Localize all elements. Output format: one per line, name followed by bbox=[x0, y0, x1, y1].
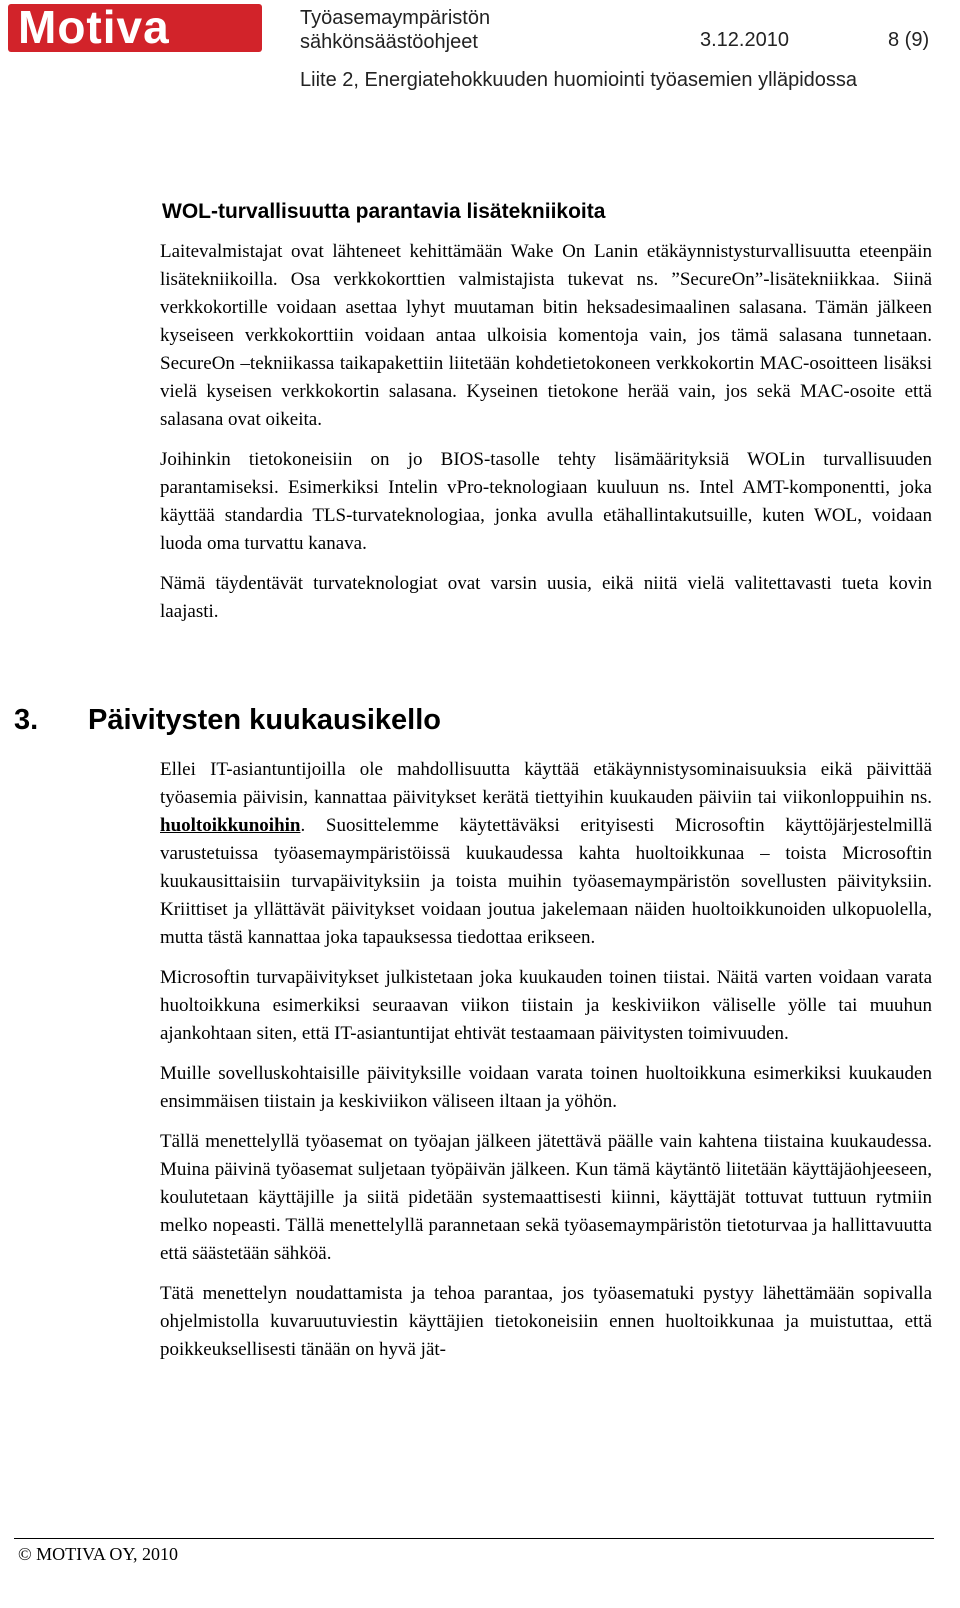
section3-paragraph-1 bbox=[160, 756, 932, 952]
logo-text: Motiva bbox=[18, 4, 170, 52]
p1-text-after: . Suosittelemme käytettäväksi erityisesti Microsoftin käyttöjärjestelmillä varustetuissa työasemaympäristöissä kuukaudessa kahta huoltoikkunaa – toista Microsoftin kuukausittaisiin turvapäivityksiin ja toista muihin työasemaympäristön sovellusten päivityksiin. Kriittiset ja yllättävät päivitykset voidaan joutua jakelemaan näiden huoltoikkunoiden ulkopuolella, mutta tästä kannattaa joka tapauksessa tiedottaa erikseen. bbox=[160, 815, 932, 948]
section3-paragraph-4: Tällä menettelyllä työasemat on työajan jälkeen jätettävä päälle vain kahtena tiistaina kuukaudessa. Muina päivinä työasemat suljetaan työpäivän jälkeen. Kun tämä käytäntö liitetään käyttäjäohjeeseen, koulutetaan käyttäjille ja siitä pidetään systemaattisesti kiinni, käyttäjät tottuvat tuttuun rytmiin melko nopeasti. Tällä menettelyllä parannetaan sekä työasemaympäristön tietoturvaa ja hallittavuutta että säästetään sähköä. bbox=[160, 1131, 932, 1264]
footer-copyright: © MOTIVA OY, 2010 bbox=[18, 1544, 179, 1564]
document-title: Työasemaympäristön sähkönsäästöohjeet bbox=[300, 7, 491, 53]
section3-paragraph-2: Microsoftin turvapäivitykset julkistetaan joka kuukauden toinen tiistai. Näitä varten voidaan varata huoltoikkuna esimerkiksi seuraavan viikon tiistain ja keskiviikon väliselle yölle tai muuhun ajankohtaan siten, että IT-asiantuntijat ehtivät testaamaan päivitysten toimivuuden. bbox=[160, 967, 932, 1044]
document-subtitle: Liite 2, Energiatehokkuuden huomiointi työasemien ylläpidossa bbox=[300, 69, 858, 91]
wol-paragraph-1: Laitevalmistajat ovat lähteneet kehittämään Wake On Lanin etäkäynnistysturvallisuutta eteenpäin lisätekniikoilla. Osa verkkokorttien valmistajista tukevat ns. ”SecureOn”-lisätekniikkaa. Siinä verkkokortille voidaan asettaa lyhyt muutaman bitin heksadesimaalinen salasana. Tämän jälkeen kyseiseen verkkokorttiin voidaan antaa ulkoisia komentoja vain, jos tämä salasana tunnetaan. SecureOn –tekniikassa taikapakettiin liitetään kohdetietokoneen verkkokortin MAC-osoitteen lisäksi vielä kyseisen verkkokortin salasana. Kyseinen tietokone herää vain, jos sekä MAC-osoite että salasana ovat oikeita. bbox=[160, 241, 932, 430]
wol-heading: WOL-turvallisuutta parantavia lisätekniikoita bbox=[162, 200, 606, 223]
section-title: Päivitysten kuukausikello bbox=[88, 704, 441, 736]
huoltoikkunoihin-link[interactable]: huoltoikkunoihin bbox=[160, 815, 301, 836]
motiva-logo bbox=[8, 4, 262, 52]
wol-paragraph-3: Nämä täydentävät turvateknologiat ovat varsin uusia, eikä niitä vielä valitettavasti tueta kovin laajasti. bbox=[160, 573, 932, 622]
page-number: 8 (9) bbox=[888, 29, 930, 51]
section-number: 3. bbox=[14, 704, 39, 736]
section3-body bbox=[160, 756, 932, 1376]
p1-text-before: Ellei IT-asiantuntijoilla ole mahdollisuutta käyttää etäkäynnistysominaisuuksia eikä päivittää työasemia päivisin, kannattaa päivitykset kerätä tiettyihin kuukauden päiviin tai viikonloppuihin ns. bbox=[160, 759, 932, 808]
wol-paragraph-2: Joihinkin tietokoneisiin on jo BIOS-tasolle tehty lisämäärityksiä WOLin turvallisuuden parantamiseksi. Esimerkiksi Intelin vPro-teknologiaan kuuluun ns. Intel AMT-komponentti, joka käyttää standardia TLS-turvateknologiaa, jonka avulla etähallintakutsuille, kuten WOL, voidaan luoda oma turvattu kanava. bbox=[160, 449, 932, 554]
section3-paragraph-3: Muille sovelluskohtaisille päivityksille voidaan varata toinen huoltoikkuna esimerkiksi kuukauden ensimmäisen tiistain ja keskiviikon väliseen iltaan ja yöhön. bbox=[160, 1063, 932, 1112]
footer-divider bbox=[14, 1538, 934, 1539]
section3-paragraph-5: Tätä menettelyn noudattamista ja tehoa parantaa, jos työasematuki pystyy lähettämään sopivalla ohjelmistolla kuvaruutuviestin käyttäjien tietokoneisiin ennen huoltoikkunaa ja muistuttaa, että poikkeuksellisesti tänään on hyvä jät- bbox=[160, 1283, 932, 1360]
wol-body bbox=[160, 238, 932, 638]
document-date: 3.12.2010 bbox=[700, 29, 789, 51]
